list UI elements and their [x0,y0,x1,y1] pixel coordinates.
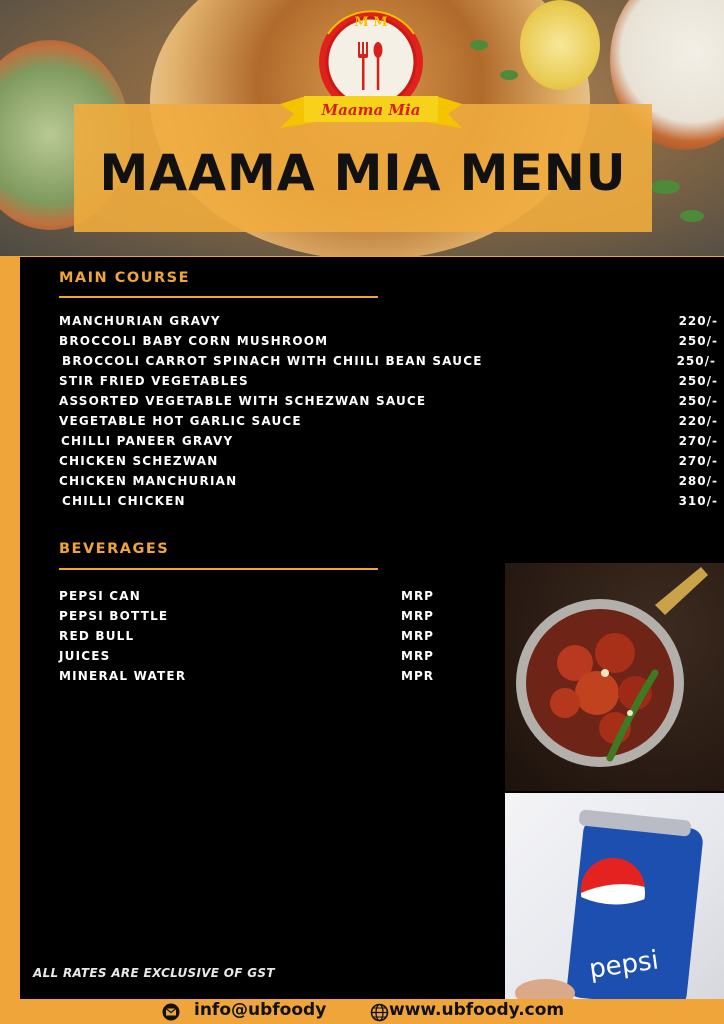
menu-item-price: 250/- [678,374,718,388]
beverages-divider [59,568,378,570]
menu-item-name: CHILLI CHICKEN [62,494,186,508]
menu-item-name: ASSORTED VEGETABLE WITH SCHEZWAN SAUCE [59,394,427,408]
hero-food-photo [0,0,724,256]
menu-item-price: 220/- [678,314,718,328]
email-icon [161,1003,181,1021]
footer-email[interactable]: info@ubfoody [194,1000,327,1020]
beverage-item-name: PEPSI BOTTLE [59,609,169,623]
beverage-item-name: MINERAL WATER [59,669,187,683]
svg-text:M M: M M [354,15,388,30]
restaurant-logo [276,4,466,136]
menu-item-price: 250/- [678,334,718,348]
beverage-item-price: MPR [401,669,434,683]
menu-item-name: VEGETABLE HOT GARLIC SAUCE [59,414,302,428]
menu-item-name: MANCHURIAN GRAVY [59,314,221,328]
footer [0,999,724,1024]
main-course-heading: MAIN COURSE [59,270,190,286]
beverage-item-price: MRP [401,609,434,623]
menu-item-name: BROCCOLI BABY CORN MUSHROOM [59,334,329,348]
menu-item-price: 270/- [678,454,718,468]
menu-item-price: 250/- [678,394,718,408]
menu-item-name: BROCCOLI CARROT SPINACH WITH CHIILI BEAN SAUCE [62,354,483,368]
menu-item-price: 250/- [676,354,716,368]
svg-text:pepsi: pepsi [587,945,661,985]
beverage-item-name: RED BULL [59,629,135,643]
gst-note: ALL RATES ARE EXCLUSIVE OF GST [33,966,275,980]
globe-icon [370,1003,389,1022]
pepsi-can-photo [505,793,724,999]
menu-item-name: CHICKEN SCHEZWAN [59,454,219,468]
chilli-chicken-photo [505,563,724,791]
beverage-item-name: JUICES [59,649,111,663]
lemon-image [520,0,600,90]
svg-text:Maama Mia: Maama Mia [321,101,421,119]
menu-item-name: CHICKEN MANCHURIAN [59,474,238,488]
menu-item-price: 280/- [678,474,718,488]
beverage-item-name: PEPSI CAN [59,589,142,603]
herb-garnish [650,180,680,194]
menu-item-price: 220/- [678,414,718,428]
herb-garnish [680,210,704,222]
beverages-heading: BEVERAGES [59,541,170,557]
menu-item-name: CHILLI PANEER GRAVY [61,434,234,448]
menu-item-price: 270/- [678,434,718,448]
main-course-divider [59,296,378,298]
footer-website[interactable]: www.ubfoody.com [389,1000,565,1020]
herb-garnish [500,70,518,80]
beverage-item-price: MRP [401,629,434,643]
herb-garnish [470,40,488,50]
menu-title: MAAMA MIA MENU [99,144,627,202]
menu-item-name: STIR FRIED VEGETABLES [59,374,249,388]
beverage-item-price: MRP [401,589,434,603]
beverage-item-price: MRP [401,649,434,663]
menu-item-price: 310/- [678,494,718,508]
